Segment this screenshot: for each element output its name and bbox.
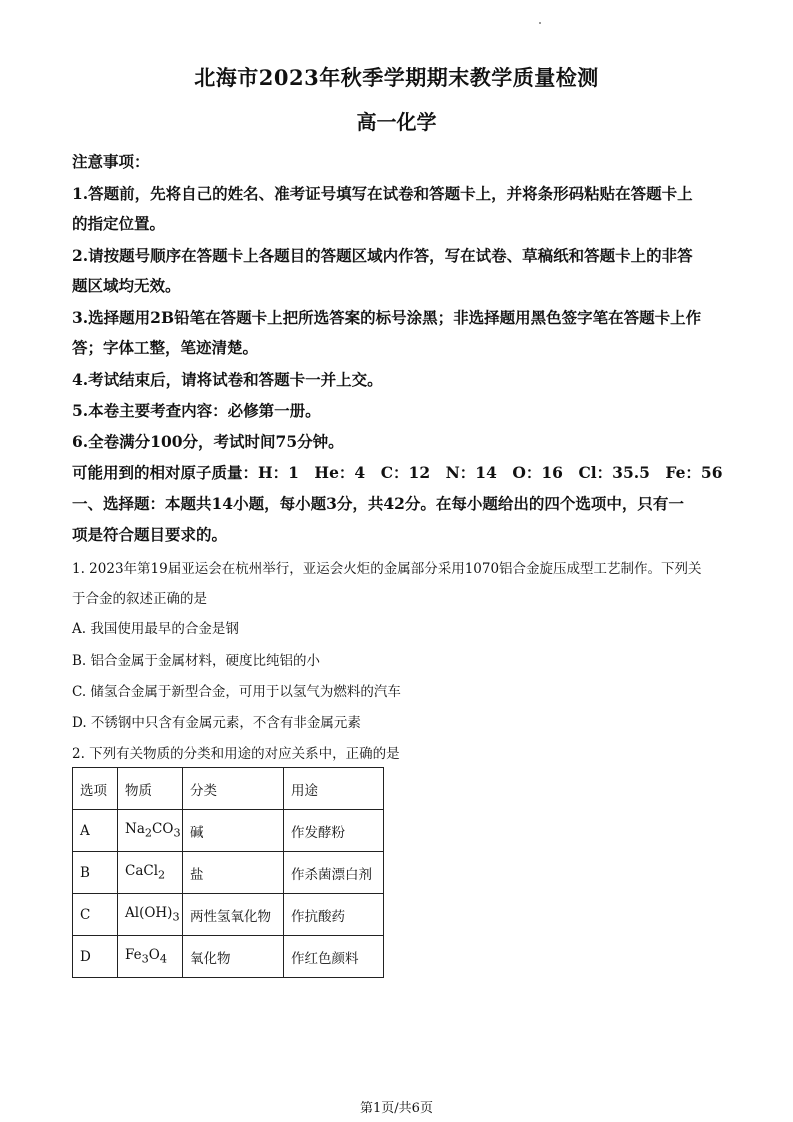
option-cell: A	[73, 810, 118, 852]
header-cell: 分类	[183, 768, 284, 810]
notice-line: 3.选择题用2B铅笔在答题卡上把所选答案的标号涂黑；非选择题用黑色签字笔在答题卡上作	[72, 308, 702, 327]
notice-line: 2.请按题号顺序在答题卡上各题目的答题区域内作答，写在试卷、草稿纸和答题卡上的非答	[72, 246, 693, 265]
formula-subscript: 2	[158, 868, 166, 882]
formula-part: CO	[152, 821, 174, 838]
substance-cell	[118, 852, 183, 894]
notice-line: 1.答题前，先将自己的姓名、准考证号填写在试卷和答题卡上，并将条形码粘贴在答题卡上	[72, 184, 693, 203]
header-cell: 选项	[73, 768, 118, 810]
substance-cell	[118, 894, 183, 936]
class-cell: 盐	[183, 852, 284, 894]
q2-stem: 2. 下列有关物质的分类和用途的对应关系中，正确的是	[72, 746, 400, 762]
q1-option-a: A. 我国使用最早的合金是钢	[72, 621, 239, 637]
table-row	[73, 936, 384, 978]
table-header-row	[73, 768, 384, 810]
use-cell: 作杀菌漂白剂	[284, 852, 384, 894]
notice-line: 5.本卷主要考查内容：必修第一册。	[72, 401, 321, 420]
section-heading: 一、选择题：本题共14小题，每小题3分，共42分。在每小题给出的四个选项中，只有一	[72, 494, 684, 513]
formula-part: CaCl	[125, 863, 159, 880]
scan-speck	[539, 22, 541, 24]
notice-line: 题区域均无效。	[72, 276, 181, 295]
page-number: 第1页/共6页	[360, 1101, 433, 1116]
q1-option-b: B. 铝合金属于金属材料，硬度比纯铝的小	[72, 653, 321, 669]
use-cell: 作红色颜料	[284, 936, 384, 978]
formula-subscript: 3	[141, 952, 149, 966]
notice-heading: 注意事项：	[72, 152, 150, 171]
use-cell: 作抗酸药	[284, 894, 384, 936]
q2-options-table	[72, 767, 384, 978]
formula-subscript: 4	[159, 952, 168, 966]
class-cell: 氧化物	[183, 936, 284, 978]
class-cell: 碱	[183, 810, 284, 852]
header-cell: 用途	[284, 768, 384, 810]
exam-title: 北海市2023年秋季学期期末教学质量检测	[194, 65, 599, 90]
notice-line: 的指定位置。	[72, 214, 166, 233]
option-cell: C	[73, 894, 118, 936]
section-heading-cont: 项是符合题目要求的。	[72, 525, 228, 544]
formula-subscript: 3	[172, 910, 180, 924]
substance-cell	[118, 810, 183, 852]
option-cell: B	[73, 852, 118, 894]
formula-part: Na	[125, 821, 145, 838]
exam-subject: 高一化学	[356, 110, 437, 134]
q1-option-c: C. 储氢合金属于新型合金，可用于以氢气为燃料的汽车	[72, 684, 401, 700]
table-row	[73, 810, 384, 852]
substance-cell	[118, 936, 183, 978]
notice-line: 答；字体工整，笔迹清楚。	[72, 338, 259, 357]
formula-part: O	[148, 947, 160, 964]
formula-part: Al(OH)	[125, 905, 173, 922]
notice-line: 6.全卷满分100分，考试时间75分钟。	[72, 432, 344, 451]
formula-part: Fe	[125, 947, 142, 964]
q1-option-d: D. 不锈钢中只含有金属元素，不含有非金属元素	[72, 715, 361, 731]
option-cell: D	[73, 936, 118, 978]
table-row	[73, 894, 384, 936]
q1-stem-cont: 于合金的叙述正确的是	[72, 591, 207, 607]
use-cell: 作发酵粉	[284, 810, 384, 852]
atomic-masses: 可能用到的相对原子质量：H：1 He：4 C：12 N：14 O：16 Cl：35.5 Fe：56	[72, 463, 723, 482]
formula-subscript: 3	[173, 826, 181, 840]
q1-stem: 1. 2023年第19届亚运会在杭州举行，亚运会火炬的金属部分采用1070铝合金旋压成型工艺制作。下列关	[72, 561, 702, 577]
notice-line: 4.考试结束后，请将试卷和答题卡一并上交。	[72, 370, 383, 389]
header-cell: 物质	[118, 768, 183, 810]
formula-subscript: 2	[144, 826, 153, 840]
table-row	[73, 852, 384, 894]
class-cell: 两性氢氧化物	[183, 894, 284, 936]
